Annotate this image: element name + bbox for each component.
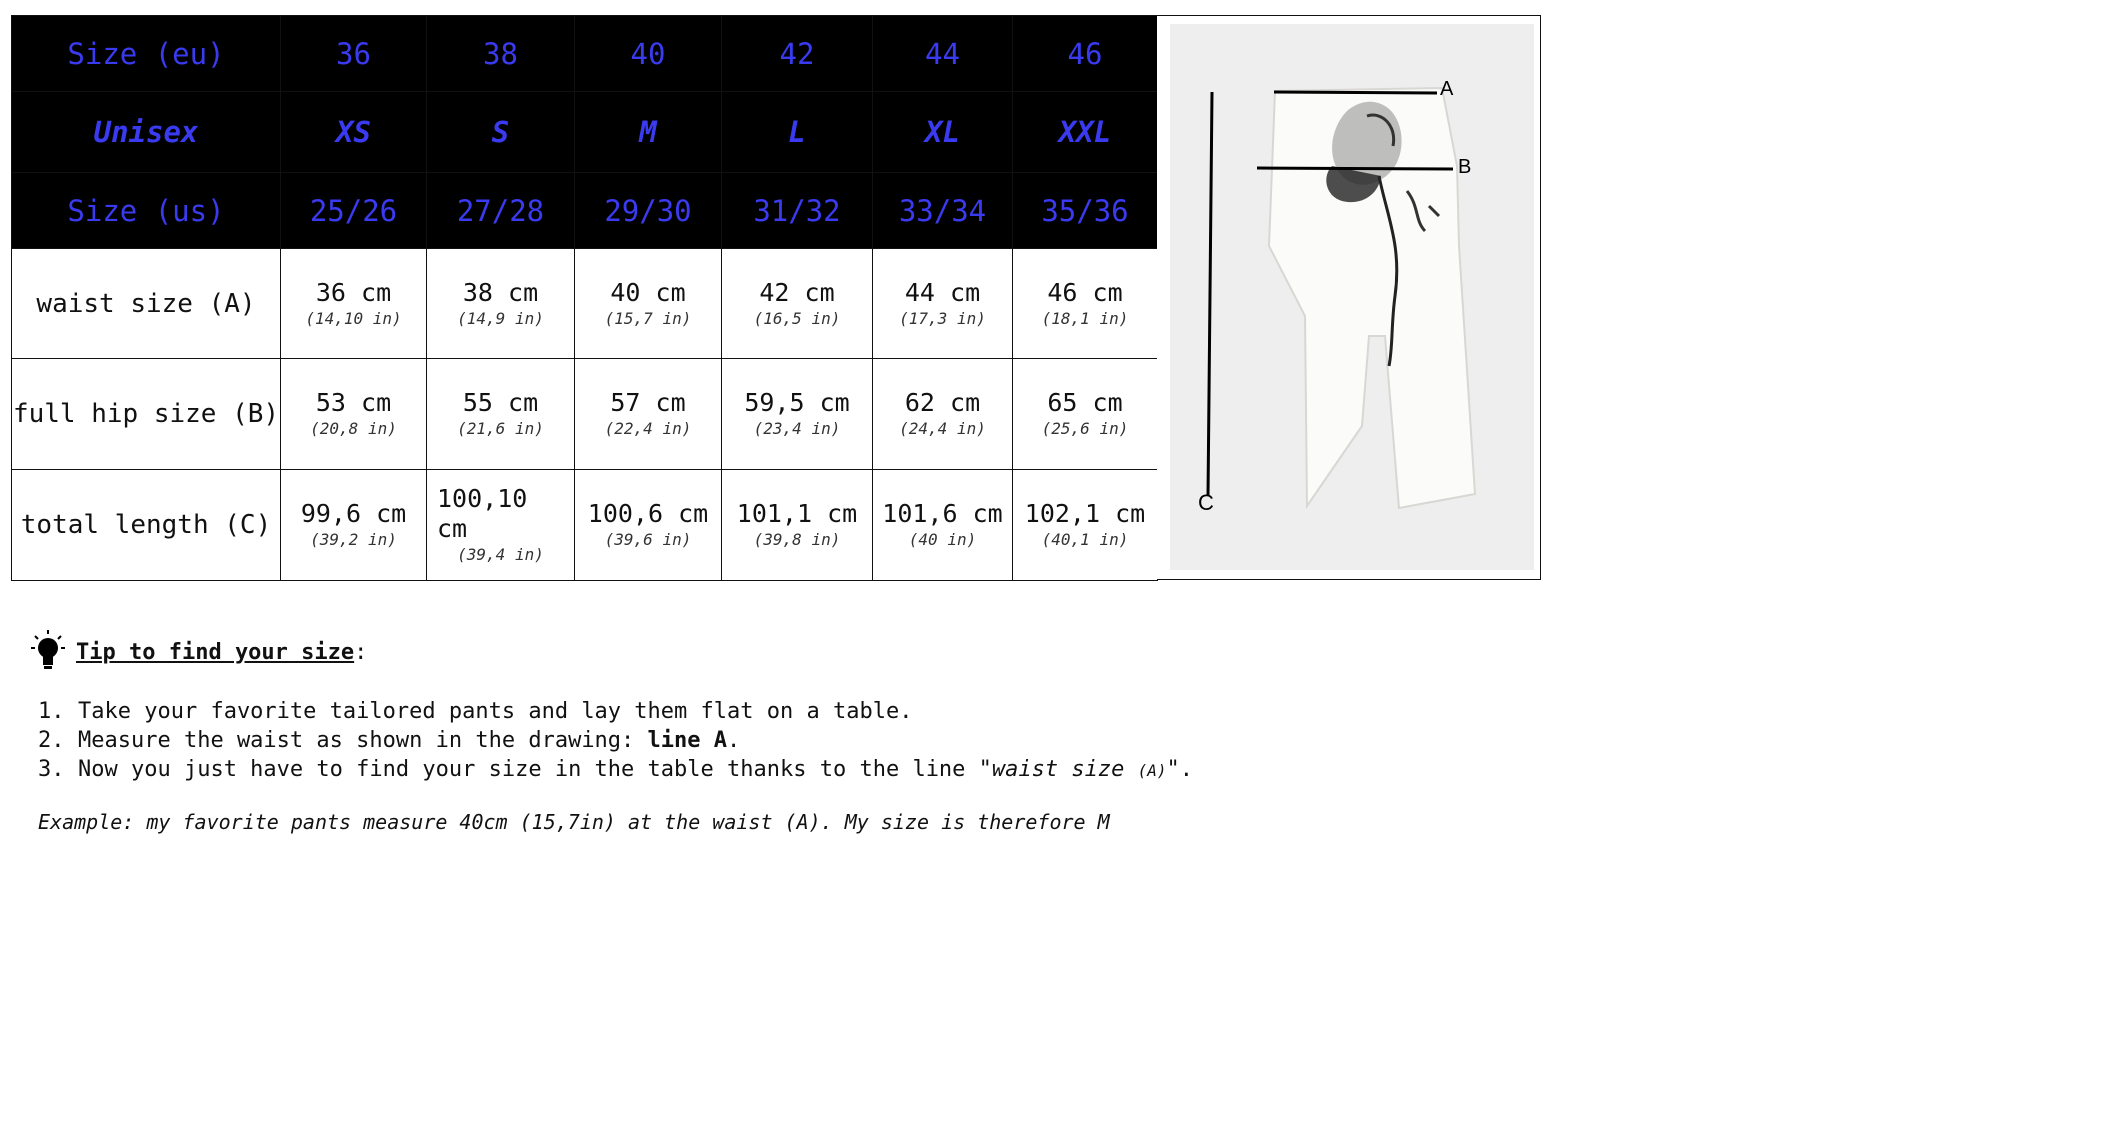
- hip-in: (25,6 in): [1041, 419, 1129, 438]
- waist-cell: [427, 249, 575, 359]
- waist-in: (16,5 in): [753, 308, 841, 328]
- waist-in: (15,7 in): [604, 308, 692, 328]
- size-eu-label: Size (eu): [12, 16, 281, 92]
- length-in: (39,4 in): [457, 545, 544, 564]
- waist-cm: 36 cm: [315, 277, 392, 307]
- waist-cell: [1013, 249, 1158, 359]
- size-us-cell: 31/32: [722, 173, 873, 249]
- unisex-cell: XS: [281, 92, 427, 173]
- length-cell: [1013, 470, 1158, 581]
- length-cell: [873, 470, 1013, 581]
- tip-colon: :: [354, 639, 368, 665]
- length-cm: 99,6 cm: [300, 499, 407, 528]
- label-c: C: [1198, 490, 1214, 515]
- hip-cm: 62 cm: [904, 388, 981, 417]
- step-text: Measure the waist as shown in the drawing:: [78, 728, 648, 753]
- length-cell: [722, 470, 873, 581]
- step-text: Take your favorite tailored pants and lay them flat on a table.: [78, 699, 913, 724]
- waist-cell: [873, 249, 1013, 359]
- size-us-cell: 35/36: [1013, 173, 1158, 249]
- hip-in: (23,4 in): [753, 419, 841, 438]
- length-cell: [281, 470, 427, 581]
- line-b: [1257, 168, 1453, 169]
- length-in: (40,1 in): [1041, 530, 1129, 549]
- hip-cell: [722, 359, 873, 470]
- hip-cm: 57 cm: [610, 388, 686, 417]
- unisex-cell: M: [575, 92, 722, 173]
- waist-cm: 40 cm: [610, 277, 686, 307]
- waist-row: [12, 249, 1158, 359]
- size-us-row: [12, 173, 1158, 249]
- hip-cell: [575, 359, 722, 470]
- waist-cm: 42 cm: [759, 277, 835, 307]
- example-text: Example: my favorite pants measure 40cm (15,7in) at the waist (A). My size is therefore M: [38, 810, 1110, 834]
- hip-cell: [873, 359, 1013, 470]
- tip-heading: [30, 628, 367, 676]
- length-cell: [427, 470, 575, 581]
- length-cm: 100,6 cm: [587, 499, 709, 528]
- tip-steps: [38, 697, 1193, 785]
- unisex-cell: XL: [873, 92, 1013, 173]
- pants-diagram: [1157, 16, 1541, 581]
- step-after: .: [727, 728, 741, 753]
- length-cm: 101,1 cm: [736, 499, 858, 528]
- size-eu-cell: 38: [427, 16, 575, 92]
- hip-cm: 53 cm: [315, 388, 392, 417]
- waist-cm: 38 cm: [462, 277, 539, 307]
- size-eu-cell: 46: [1013, 16, 1158, 92]
- hip-cm: 65 cm: [1047, 388, 1123, 417]
- size-eu-cell: 44: [873, 16, 1013, 92]
- unisex-cell: S: [427, 92, 575, 173]
- waist-cm: 44 cm: [904, 277, 981, 307]
- length-cm: 102,1 cm: [1024, 499, 1146, 528]
- length-cm: 100,10 cm: [437, 484, 528, 543]
- list-item: [38, 697, 1193, 726]
- step-bold: line A: [647, 728, 728, 753]
- waist-cm: 46 cm: [1047, 277, 1123, 307]
- length-in: (39,8 in): [753, 530, 841, 549]
- waist-in: (14,10 in): [305, 308, 402, 328]
- list-item: [38, 755, 1193, 785]
- waist-label: waist size (A): [12, 249, 281, 359]
- unisex-row: [12, 92, 1158, 173]
- size-eu-cell: 42: [722, 16, 873, 92]
- size-us-label: Size (us): [12, 173, 281, 249]
- length-in: (39,6 in): [604, 530, 692, 549]
- waist-in: (18,1 in): [1041, 308, 1129, 328]
- waist-in: (17,3 in): [899, 308, 986, 328]
- tip-title: Tip to find your size: [76, 639, 355, 665]
- hip-in: (22,4 in): [604, 419, 692, 438]
- step-number: 2.: [38, 728, 65, 753]
- size-us-cell: 33/34: [873, 173, 1013, 249]
- size-eu-cell: 36: [281, 16, 427, 92]
- length-row: [12, 470, 1158, 581]
- unisex-label: Unisex: [12, 92, 281, 173]
- length-in: (39,2 in): [310, 530, 397, 549]
- line-a: [1274, 92, 1437, 93]
- hip-cm: 55 cm: [462, 388, 539, 417]
- waist-cell: [575, 249, 722, 359]
- step-number: 3.: [38, 757, 65, 782]
- hip-in: (24,4 in): [899, 419, 986, 438]
- hip-in: (20,8 in): [310, 419, 397, 438]
- length-cell: [575, 470, 722, 581]
- size-us-cell: 25/26: [281, 173, 427, 249]
- size-us-cell: 29/30: [575, 173, 722, 249]
- pants-measurement-image: [1157, 15, 1541, 580]
- label-a: A: [1440, 78, 1454, 100]
- size-eu-cell: 40: [575, 16, 722, 92]
- hip-in: (21,6 in): [457, 419, 544, 438]
- step-number: 1.: [38, 699, 65, 724]
- list-item: [38, 726, 1193, 755]
- waist-cell: [281, 249, 427, 359]
- step-after: ".: [1166, 757, 1194, 782]
- size-eu-row: [12, 16, 1158, 92]
- hip-cell: [1013, 359, 1158, 470]
- step-small: (A): [1137, 761, 1167, 780]
- unisex-cell: XXL: [1013, 92, 1158, 173]
- hip-cm: 59,5 cm: [744, 388, 850, 417]
- step-italic: waist size: [991, 757, 1138, 782]
- waist-in: (14,9 in): [457, 308, 544, 328]
- step-text: Now you just have to find your size in the table thanks to the line ": [78, 757, 992, 782]
- length-cm: 101,6 cm: [882, 499, 1003, 528]
- label-b: B: [1458, 156, 1472, 178]
- length-label: total length (C): [12, 470, 281, 581]
- hip-cell: [281, 359, 427, 470]
- waist-cell: [722, 249, 873, 359]
- hip-cell: [427, 359, 575, 470]
- length-in: (40 in): [908, 530, 977, 549]
- lightbulb-icon: [30, 628, 66, 676]
- size-table: [11, 15, 1158, 581]
- unisex-cell: L: [722, 92, 873, 173]
- hip-label: full hip size (B): [12, 359, 281, 470]
- hip-row: [12, 359, 1158, 470]
- size-us-cell: 27/28: [427, 173, 575, 249]
